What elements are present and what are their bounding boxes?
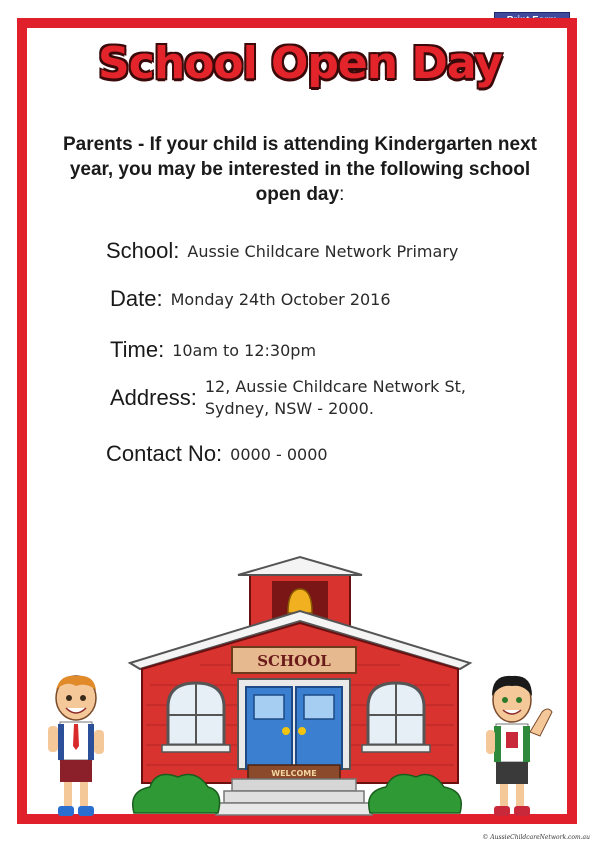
date-value: Monday 24th October 2016 <box>170 289 391 309</box>
page-title: School Open Day <box>98 38 502 89</box>
date-label: Date: <box>110 286 163 311</box>
welcome-mat: WELCOME <box>271 769 317 778</box>
boy-student-left <box>46 672 106 822</box>
date-row <box>110 286 391 312</box>
intro-text: Parents - If your child is attending Kindergarten next year, you may be interested in the following school open day: <box>62 134 538 205</box>
school-value: Aussie Childcare Network Primary <box>187 241 459 261</box>
left-window <box>162 683 230 752</box>
school-label: School: <box>106 238 180 263</box>
school-building-illustration <box>120 555 480 820</box>
copyright-text: © AussieChildcareNetwork.com.au <box>482 834 590 841</box>
boy-student-right <box>486 672 556 822</box>
school-row <box>106 238 458 264</box>
contact-value: 0000 - 0000 <box>230 444 328 464</box>
address-value: 12, Aussie Childcare Network St, Sydney, NSW - 2000. <box>204 377 467 418</box>
address-label: Address: <box>110 385 197 410</box>
front-door <box>238 679 350 769</box>
address-row <box>110 376 466 420</box>
time-value: 10am to 12:30pm <box>172 340 317 360</box>
contact-label: Contact No: <box>106 441 223 466</box>
time-row <box>110 337 316 363</box>
right-window <box>362 683 430 752</box>
school-sign: SCHOOL <box>257 652 331 670</box>
time-label: Time: <box>110 337 165 362</box>
contact-row <box>106 441 328 467</box>
